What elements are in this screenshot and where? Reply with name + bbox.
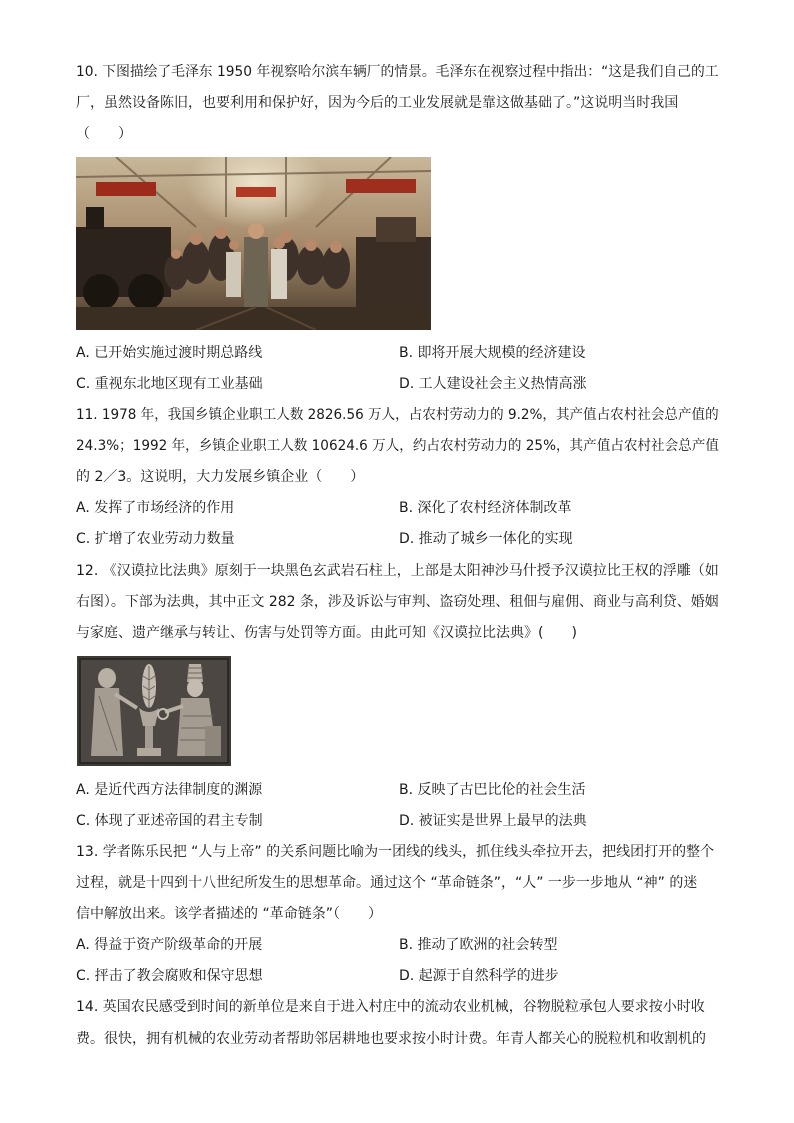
- q10-stem-line-2: 厂，虽然设备陈旧，也要利用和保护好，因为今后的工业发展就是靠这做基础了。”这说明当时我国: [76, 95, 679, 111]
- q10-option-c: C. 重视东北地区现有工业基础: [76, 376, 263, 392]
- q12-option-b: B. 反映了古巴比伦的社会生活: [399, 782, 586, 798]
- q13-option-d: D. 起源于自然科学的进步: [399, 968, 559, 984]
- q10-option-a: A. 已开始实施过渡时期总路线: [76, 345, 263, 361]
- q13-stem-line-1: 13. 学者陈乐民把 “人与上帝” 的关系问题比喻为一团线的线头，抓住线头牵拉开去，把线团打开的整个: [76, 844, 715, 860]
- q13-option-c: C. 抨击了教会腐败和保守思想: [76, 968, 263, 984]
- q10-option-d: D. 工人建设社会主义热情高涨: [399, 376, 587, 392]
- q13-stem-line-3: 信中解放出来。该学者描述的 “革命链条”（ ）: [76, 906, 382, 922]
- q12-option-a: A. 是近代西方法律制度的渊源: [76, 782, 263, 798]
- q13-option-a: A. 得益于资产阶级革命的开展: [76, 937, 263, 953]
- q11-stem-line-1: 11. 1978 年，我国乡镇企业职工人数 2826.56 万人，占农村劳动力的 9.2%，其产值占农村社会总产值的: [76, 407, 719, 423]
- q10-stem-line-1: 10. 下图描绘了毛泽东 1950 年视察哈尔滨车辆厂的情景。毛泽东在视察过程中指出：“这是我们自己的工: [76, 64, 719, 80]
- q14-stem-line-1: 14. 英国农民感受到时间的新单位是来自于进入村庄中的流动农业机械，谷物脱粒承包人要求按小时收: [76, 999, 705, 1015]
- q12-stem-line-1: 12. 《汉谟拉比法典》原刻于一块黑色玄武岩石柱上，上部是太阳神沙马什授予汉谟拉比王权的浮雕（如: [76, 563, 719, 579]
- q12-option-d: D. 被证实是世界上最早的法典: [399, 813, 587, 829]
- q11-stem-line-2: 24.3%；1992 年，乡镇企业职工人数 10624.6 万人，约占农村劳动力的 25%，其产值占农村社会总产值: [76, 438, 719, 454]
- q11-option-c: C. 扩增了农业劳动力数量: [76, 531, 235, 547]
- factory-visit-painting: [76, 157, 431, 330]
- q11-stem-line-3: 的 2／3。这说明，大力发展乡镇企业（ ）: [76, 469, 365, 485]
- q11-option-b: B. 深化了农村经济体制改革: [399, 500, 572, 516]
- q11-option-a: A. 发挥了市场经济的作用: [76, 500, 235, 516]
- q12-stem-line-2: 右图）。下部为法典，其中正文 282 条，涉及诉讼与审判、盗窃处理、租佃与雇佣、商业与高利贷、婚姻: [76, 594, 719, 610]
- hammurabi-relief-image: [77, 656, 231, 766]
- q12-option-c: C. 体现了亚述帝国的君主专制: [76, 813, 263, 829]
- q12-stem-line-3: 与家庭、遗产继承与转让、伤害与处罚等方面。由此可知《汉谟拉比法典》( ): [76, 625, 577, 641]
- q13-stem-line-2: 过程，就是十四到十八世纪所发生的思想革命。通过这个 “革命链条”，“人” 一步一步地从 “神” 的迷: [76, 875, 698, 891]
- q10-stem-line-3: （ ）: [76, 126, 132, 142]
- q10-option-b: B. 即将开展大规模的经济建设: [399, 345, 586, 361]
- q13-option-b: B. 推动了欧洲的社会转型: [399, 937, 558, 953]
- q11-option-d: D. 推动了城乡一体化的实现: [399, 531, 573, 547]
- q14-stem-line-2: 费。很快，拥有机械的农业劳动者帮助邻居耕地也要求按小时计费。年青人都关心的脱粒机和收割机的: [76, 1031, 706, 1047]
